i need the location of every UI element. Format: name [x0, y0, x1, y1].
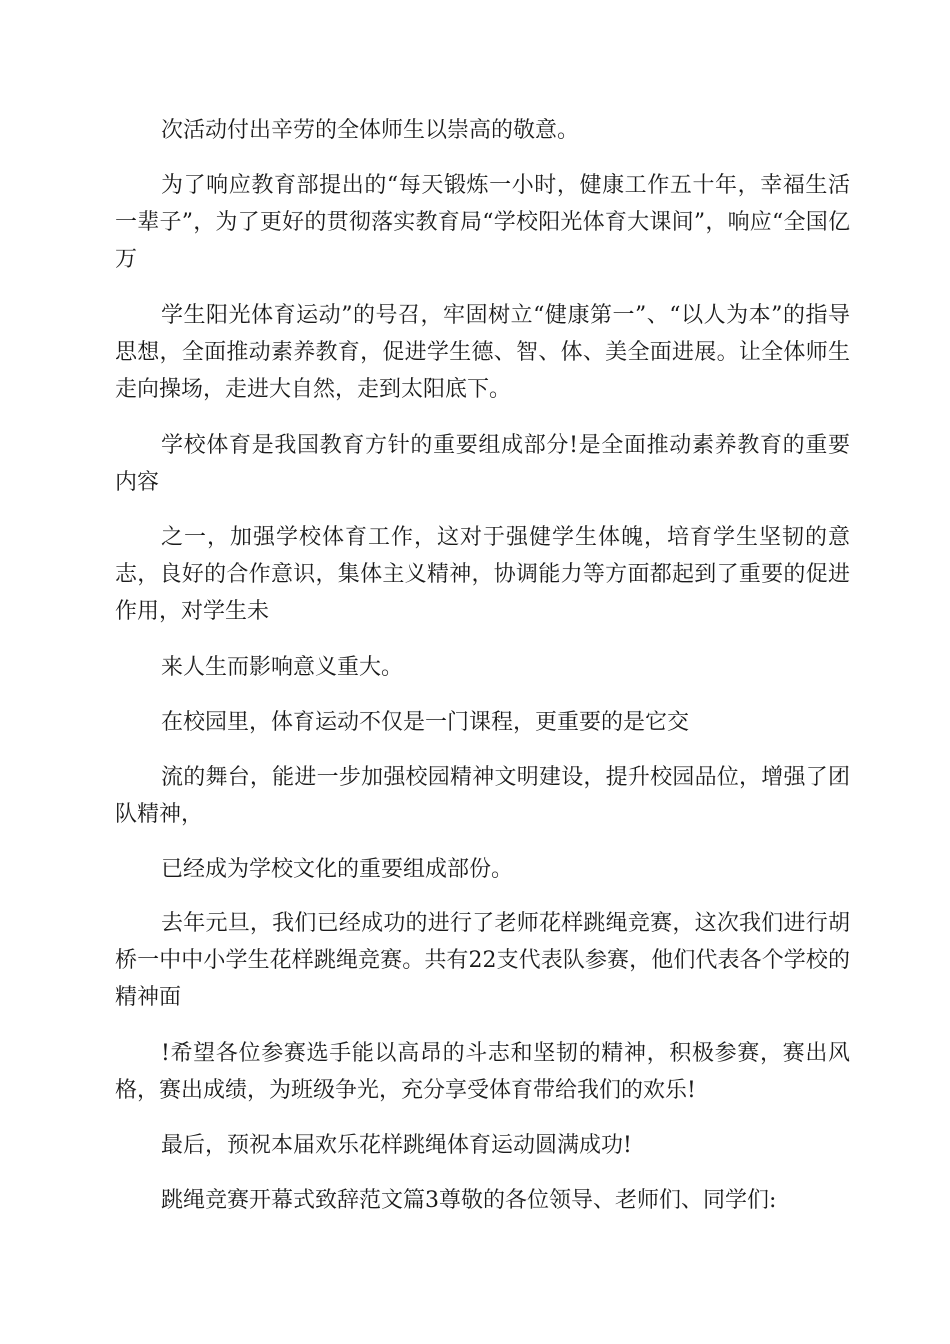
paragraph-2: 为了响应教育部提出的“每天锻炼一小时，健康工作五十年，幸福生活一辈子”，为了更好的贯彻落实教育局“学校阳光体育大课间”，响应“全国亿万: [115, 173, 850, 272]
paragraph-13: 跳绳竞赛开幕式致辞范文篇3尊敬的各位领导、老师们、同学们:: [161, 1188, 777, 1213]
paragraph-10: 去年元旦，我们已经成功的进行了老师花样跳绳竞赛，这次我们进行胡桥一中中小学生花样跳绳竞赛。共有22支代表队参赛，他们代表各个学校的精神面: [115, 911, 850, 1010]
paragraph-9: 已经成为学校文化的重要组成部份。: [161, 857, 514, 882]
paragraph-12: 最后，预祝本届欢乐花样跳绳体育运动圆满成功!: [161, 1133, 632, 1158]
paragraph-6: 来人生而影响意义重大。: [161, 655, 404, 680]
paragraph-7: 在校园里，体育运动不仅是一门课程，更重要的是它交: [161, 710, 690, 735]
paragraph-1: 次活动付出辛劳的全体师生以崇高的敬意。: [161, 118, 580, 143]
paragraph-4: 学校体育是我国教育方针的重要组成部分!是全面推动素养教育的重要内容: [115, 433, 850, 495]
paragraph-3: 学生阳光体育运动”的号召，牢固树立“健康第一”、“以人为本”的指导思想，全面推动素养教育，促进学生德、智、体、美全面进展。让全体师生走向操场，走进大自然，走到太阳底下。: [115, 303, 850, 402]
paragraph-11: !希望各位参赛选手能以高昂的斗志和坚韧的精神，积极参赛，赛出风格，赛出成绩，为班级争光，充分享受体育带给我们的欢乐!: [115, 1041, 850, 1103]
paragraph-8: 流的舞台，能进一步加强校园精神文明建设，提升校园品位，增强了团队精神，: [115, 765, 850, 827]
paragraph-5: 之一，加强学校体育工作，这对于强健学生体魄，培育学生坚韧的意志，良好的合作意识，集体主义精神，协调能力等方面都起到了重要的促进作用，对学生未: [115, 525, 850, 624]
